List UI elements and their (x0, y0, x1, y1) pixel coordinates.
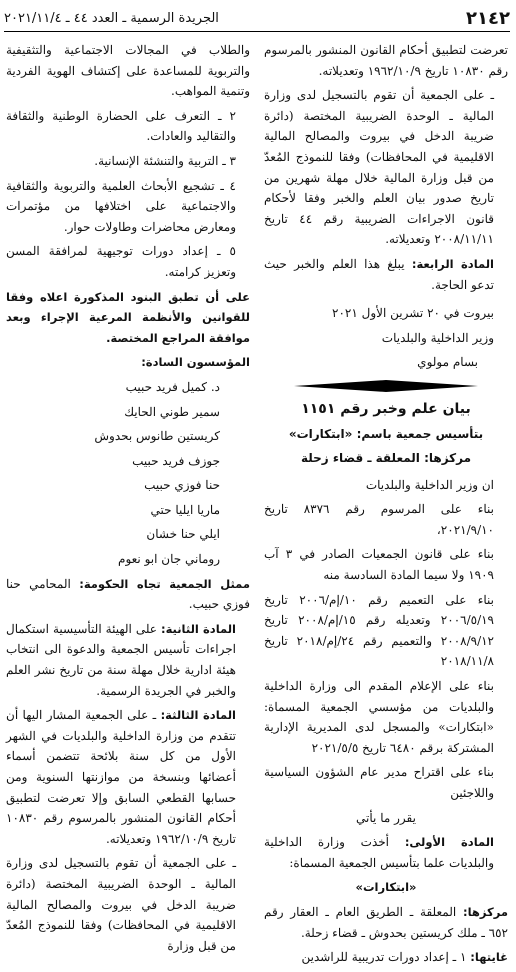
article-one: المادة الأولى: أخذت وزارة الداخلية والبلديات علما بتأسيس الجمعية المسماة: (264, 835, 494, 870)
left-column (6, 40, 250, 960)
paragraph: بناء على الإعلام المقدم الى وزارة الداخلية والبلديات من مؤسسي الجمعية المسماة: «ابتكارات» والمسجل لدى المديرية الإدارية المشتركة برقم ٦٤٨٠ تاريخ ٢٠٢١/٥/٥ (264, 679, 494, 755)
header-rule (4, 31, 510, 32)
minister-title: وزير الداخلية والبلديات (381, 330, 494, 345)
founders-list (6, 377, 250, 570)
goal-item: ٣ ـ التربية والتنشئة الإنسانية. (94, 153, 236, 168)
list-item: روماني جان ابو نعوم (118, 552, 220, 567)
article-label: المادة الثالثة: (160, 708, 236, 723)
list-item: حنا فوزي حبيب (144, 478, 220, 493)
paragraph: بناء على المرسوم رقم ٨٣٧٦ تاريخ ٢٠٢١/٩/١٠، (264, 502, 494, 537)
paragraph: ـ على الجمعية أن تقوم بالتسجيل لدى وزارة المالية ـ الوحدة الضريبية المختصة (دائرة ضريبة الدخل في بيروت والمصالح المالية الاقليمية في المحافظات) وفقا للنموذج المُعدّ من قبل وزارة (6, 856, 236, 953)
right-column (264, 40, 508, 972)
paragraph: والطلاب في المجالات الاجتماعية والتثقيفية والتربوية للمساعدة على إكتشاف الهوية الفردية وتنمية المواهب. (6, 43, 250, 99)
paragraph: ان وزير الداخلية والبلديات (365, 477, 494, 492)
goals: غايتها: ١ ـ إعداد دورات تدريبية للراشدين (301, 950, 508, 965)
minister-name: بسام مولوي (417, 355, 478, 370)
compliance-clause: على أن تطبق البنود المذكورة اعلاه وفقا للقوانين والأنظمة المرعية الإجراء وبعد موافقة المراجع المختصة. (6, 289, 250, 345)
goals-label: غايتها: (470, 950, 508, 965)
paragraph: بناء على اقتراح مدير عام الشؤون السياسية واللاجئين (264, 765, 494, 800)
page-number: ٢١٤٢ (466, 7, 510, 29)
article-label: المادة الأولى: (404, 835, 494, 850)
article-four: المادة الرابعة: يبلغ هذا العلم والخبر حيث تدعو الحاجة. (264, 256, 494, 292)
goal-item: ٢ ـ التعرف على الحضارة الوطنية والثقافة والتقاليد والعادات. (6, 108, 236, 144)
rep-label: ممثل الجمعية تجاه الحكومة: (79, 576, 250, 591)
list-item: د. كميل فريد حبيب (125, 379, 220, 394)
list-item: جوزف فريد حبيب (132, 453, 220, 468)
gazette-issue-title: الجريدة الرسمية ـ العدد ٤٤ ـ ٢٠٢١/١١/٤ (4, 10, 219, 26)
headquarters: مركزها: المعلقة ـ الطريق العام ـ العقار رقم ٦٥٢ ـ ملك كريستين بحدوش ـ قضاء زحلة. (264, 904, 508, 940)
paragraph: بناء على التعميم رقم ١٠/إم/٢٠٠٦ تاريخ ٢٠٠٦/٥/١٩ وتعديله رقم ١٥/إم/٢٠٠٨ تاريخ ٢٠٠٨/٩/١٢ والتعميم رقم ٢٤/إم/٢٠١٨ تاريخ ٢٠١٨/١١/٨ (264, 592, 494, 669)
place-date: بيروت في ٢٠ تشرين الأول ٢٠٢١ (332, 306, 494, 321)
goal-item: ٤ ـ تشجيع الأبحاث العلمية والتربوية والثقافية والاجتماعية على اختلافها من مؤتمرات ومعارض محاضرات وطاولات حوار. (6, 178, 236, 234)
notice-title: بيان علم وخبر رقم ١١٥١ (301, 400, 471, 417)
paragraph: بناء على قانون الجمعيات الصادر في ٣ آب ١٩٠٩ ولا سيما المادة السادسة منه (264, 547, 494, 583)
notice-subtitle: بتأسيس جمعية باسم: «ابتكارات» (288, 426, 484, 441)
founders-label: المؤسسون السادة: (141, 355, 250, 370)
article-label: المادة الثانية: (160, 621, 236, 636)
paragraph: ـ على الجمعية أن تقوم بالتسجيل لدى وزارة المالية ـ الوحدة الضريبية المختصة (دائرة ضريبة الدخل في بيروت والمصالح المالية الاقليمية في المحافظات) وفقا للنموذج المُعدّ من قبل وزارة المالية خلال مهلة شهرين من تاريخ صدور بيان العلم والخبر وفقا لأحكام قانون الاجراءات الضريبية رقم ٤٤ تاريخ ٢٠٠٨/١١/١١ وتعديلاته. (264, 88, 494, 247)
list-item: سمير طوني الحايك (124, 404, 220, 419)
list-item: ايلي حنا خشان (146, 527, 220, 542)
list-item: ماريا ايليا حتي (150, 502, 220, 517)
government-representative: ممثل الجمعية تجاه الحكومة: المحامي حنا فوزي حبيب. (6, 576, 250, 612)
article-two: المادة الثانية: على الهيئة التأسيسية استكمال اجراءات تأسيس الجمعية والدعوة الى انتخاب هيئة ادارية خلال مهلة سنة من تاريخ نشر العلم والخبر في الجريدة الرسمية. (6, 621, 236, 698)
association-name: «ابتكارات» (355, 880, 417, 895)
article-three: المادة الثالثة: ـ على الجمعية المشار اليها أن تتقدم من وزارة الداخلية والبلديات في الشهر الأول من كل سنة بلائحة تتضمن أسماء أعضائها وبنسخة من موازنتها السنوية ومن حسابها القطعي السابق وإلا تعرضت لتطبيق أحكام القانون المنشور بالمرسوم رقم ١٠٨٣٠ تاريخ ١٩٦٢/١٠/٩ وتعديلاته. (6, 708, 236, 846)
section-divider (294, 379, 478, 393)
notice-location: مركزها: المعلقة ـ قضاء زحلة (300, 451, 472, 466)
headquarters-label: مركزها: (462, 904, 508, 919)
decides-line: يقرر ما يأتي (356, 810, 416, 825)
article-label: المادة الرابعة: (411, 256, 494, 271)
goal-item: ٥ ـ إعداد دورات توجيهية لمرافقة المسن وتعزيز كرامته. (6, 244, 236, 279)
paragraph: تعرضت لتطبيق أحكام القانون المنشور بالمرسوم رقم ١٠٨٣٠ تاريخ ١٩٦٢/١٠/٩ وتعديلاته. (264, 43, 508, 78)
list-item: كريستين طانوس بحدوش (94, 429, 220, 444)
page-header (4, 6, 510, 30)
